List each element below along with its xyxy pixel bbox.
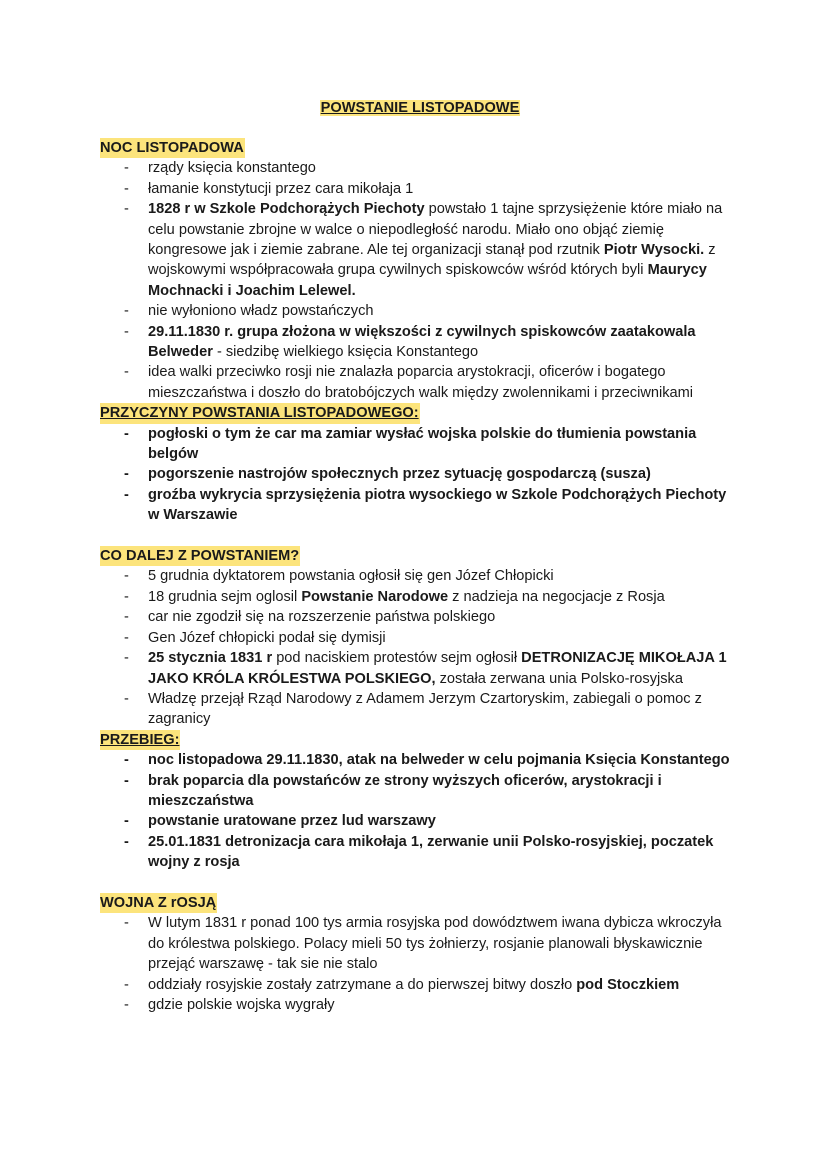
bullet-dash-icon: - [124, 833, 129, 850]
document-page [100, 97, 740, 1015]
bold-text: 1828 r w Szkole Podchorążych Piechoty [148, 201, 425, 218]
bold-text: 25.01.1831 detronizacja cara mikołaja 1, zerwanie unii Polsko-rosyjskiej, poczatek wojny z rosja [148, 833, 714, 871]
bullet-dash-icon: - [124, 813, 129, 830]
bullet-dash-icon: - [124, 180, 129, 197]
text: Władzę przejął Rząd Narodowy z Adamem Jerzym Czartoryskim, zabiegali o pomoc z zagranicy [148, 690, 702, 728]
bullet-dash-icon: - [124, 752, 129, 769]
text: car nie zgodził się na rozszerzenie państwa polskiego [148, 609, 496, 626]
bullet-dash-icon: - [124, 915, 129, 932]
text: pod naciskiem protestów sejm ogłosił [272, 650, 522, 667]
text: gdzie polskie wojska wygrały [148, 996, 335, 1013]
bullet-dash-icon: - [124, 588, 129, 605]
bullet-dash-icon: - [124, 996, 129, 1013]
list-item [100, 628, 740, 648]
bold-text: pogłoski o tym że car ma zamiar wysłać wojska polskie do tłumienia powstania belgów [148, 425, 697, 463]
bullet-dash-icon: - [124, 690, 129, 707]
text: nie wyłoniono władz powstańczych [148, 303, 374, 320]
bold-text: Piotr Wysocki. [603, 242, 705, 259]
list-item [100, 301, 740, 321]
section-heading: NOC LISTOPADOWA [100, 138, 245, 158]
list-item [100, 913, 740, 974]
blank-line [100, 526, 740, 546]
bullet-dash-icon: - [124, 160, 129, 177]
section-przebieg [100, 730, 740, 873]
bold-text: noc listopadowa 29.11.1830, atak na belweder w celu pojmania Księcia Konstantego [148, 752, 730, 769]
bullet-dash-icon: - [124, 609, 129, 626]
list-item [100, 464, 740, 484]
blank-line [100, 873, 740, 893]
bullet-dash-icon: - [124, 323, 129, 340]
text: 18 grudnia sejm oglosil [148, 588, 302, 605]
bold-text: 29.11.1830 r. grupa złożona w większości z cywilnych spiskowców zaatakowala Belweder [148, 323, 696, 361]
bold-text: pogorszenie nastrojów społecznych przez sytuację gospodarczą (susza) [148, 466, 651, 483]
section-przyczyny [100, 403, 740, 525]
bold-text: groźba wykrycia sprzysiężenia piotra wysockiego w Szkole Podchorążych Piechoty w Warszawie [148, 486, 727, 524]
list-item [100, 648, 740, 689]
list-item [100, 322, 740, 363]
bullet-dash-icon: - [124, 466, 129, 483]
section-heading: PRZEBIEG: [100, 730, 180, 750]
bullet-dash-icon: - [124, 201, 129, 218]
section-heading: WOJNA Z rOSJĄ [100, 893, 217, 913]
list-item [100, 424, 740, 465]
list-item [100, 587, 740, 607]
text: łamanie konstytucji przez cara mikołaja 1 [148, 180, 414, 197]
bullet-list [100, 566, 740, 729]
list-item [100, 975, 740, 995]
list-item [100, 832, 740, 873]
document-title: POWSTANIE LISTOPADOWE [320, 100, 520, 116]
list-item [100, 566, 740, 586]
list-item [100, 199, 740, 301]
list-item [100, 158, 740, 178]
bullet-dash-icon: - [124, 303, 129, 320]
list-item [100, 771, 740, 812]
bullet-dash-icon: - [124, 425, 129, 442]
list-item [100, 362, 740, 403]
bullet-list [100, 913, 740, 1015]
text: została zerwana unia Polsko-rosyjska [435, 670, 683, 687]
text: 5 grudnia dyktatorem powstania ogłosił się gen Józef Chłopicki [148, 568, 554, 585]
list-item [100, 485, 740, 526]
list-item [100, 689, 740, 730]
title-row [100, 97, 740, 119]
bold-text: Powstanie Narodowe [301, 588, 449, 605]
list-item [100, 607, 740, 627]
bullet-dash-icon: - [124, 568, 129, 585]
bullet-list [100, 158, 740, 403]
bold-text: brak poparcia dla powstańców ze strony wyższych oficerów, arystokracji i mieszczaństwa [148, 772, 662, 809]
list-item [100, 995, 740, 1015]
bullet-dash-icon: - [124, 629, 129, 646]
text: - siedzibę wielkiego księcia Konstantego [212, 344, 479, 361]
list-item [100, 750, 740, 770]
section-wojna-z-rosja [100, 893, 740, 1015]
bullet-dash-icon: - [124, 976, 129, 993]
text: rządy księcia konstantego [148, 160, 316, 177]
bold-text: 25 stycznia 1831 r [148, 650, 273, 667]
section-heading: CO DALEJ Z POWSTANIEM? [100, 546, 300, 566]
text: z nadzieja na negocjacje z Rosja [448, 588, 665, 605]
list-item [100, 811, 740, 831]
bold-text: Maurycy Mochnacki i Joachim Lelewel. [148, 262, 707, 299]
list-item [100, 179, 740, 199]
bullet-dash-icon: - [124, 772, 129, 789]
section-heading: PRZYCZYNY POWSTANIA LISTOPADOWEGO: [100, 403, 420, 423]
text: powstało 1 tajne sprzysiężenie które miało na celu powstanie zbrojne w walce o niepodległość narodu. Miało ono objąć ziemię kongresowe jak i ziemie zabrane. Ale tej organizacji stanął pod rzutnik [148, 201, 723, 259]
bullet-dash-icon: - [124, 486, 129, 503]
text: oddziały rosyjskie zostały zatrzymane a do pierwszej bitwy doszło [148, 976, 577, 993]
bold-text: pod Stoczkiem [576, 976, 680, 993]
section-co-dalej [100, 546, 740, 730]
bullet-list [100, 750, 740, 872]
section-noc-listopadowa [100, 138, 740, 403]
text: z wojskowymi współpracowała grupa cywilnych spiskowców wśród których byli [148, 242, 716, 279]
bold-text: DETRONIZACJĘ MIKOŁAJA 1 JAKO KRÓLA KRÓLESTWA POLSKIEGO, [148, 650, 727, 687]
text: idea walki przeciwko rosji nie znalazła poparcia arystokracji, oficerów i bogatego mieszczaństwa i doszło do bratobójczych walk między zwolennikami i przeciwnikami [148, 364, 694, 401]
bullet-dash-icon: - [124, 364, 129, 381]
text: W lutym 1831 r ponad 100 tys armia rosyjska pod dowództwem iwana dybicza wkroczyła do królestwa polskiego. Polacy mieli 50 tys żołnierzy, rosjanie planowali błyskawicznie przejąć warszawę - tak sie nie stalo [148, 915, 722, 973]
bullet-list [100, 424, 740, 526]
bold-text: powstanie uratowane przez lud warszawy [148, 813, 436, 830]
text: Gen Józef chłopicki podał się dymisji [148, 629, 386, 646]
bullet-dash-icon: - [124, 650, 129, 667]
